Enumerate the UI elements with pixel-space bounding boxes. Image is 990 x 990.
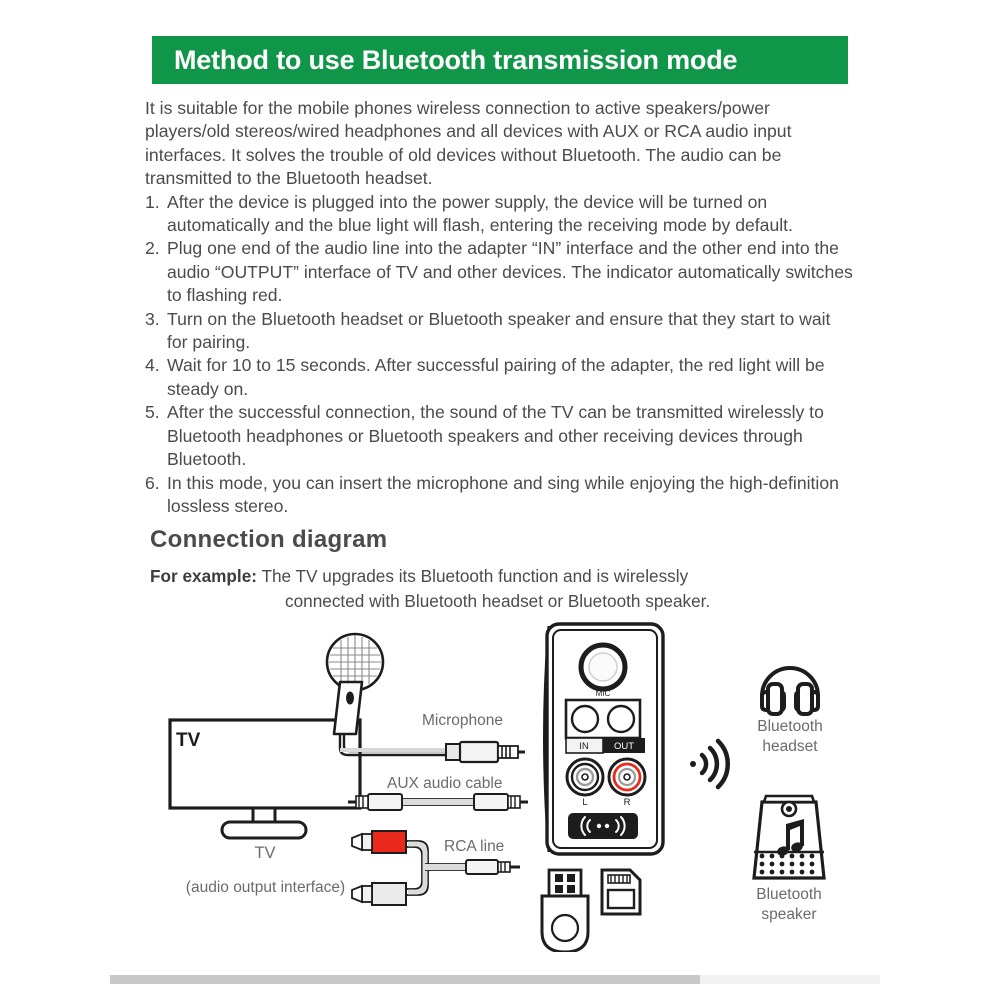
list-item <box>145 191 855 238</box>
intro-paragraph: It is suitable for the mobile phones wireless connection to active speakers/power players/old stereos/wired headphones and all devices with AUX or RCA audio input interfaces. It solves the trouble of old devices without Bluetooth. The audio can be transmitted to the Bluetooth headset. <box>145 98 792 189</box>
list-item <box>145 472 855 519</box>
aux-cable-illustration <box>348 794 528 810</box>
bluetooth-speaker-label-line1: Bluetooth <box>756 886 822 903</box>
list-item <box>145 354 855 401</box>
step-text: After the device is plugged into the power supply, the device will be turned on automatically and the blue light will flash, entering the receiving mode by default. <box>167 191 793 236</box>
rca-red-connector <box>352 831 406 853</box>
step-text: In this mode, you can insert the microphone and sing while enjoying the high-definition lossless stereo. <box>167 472 839 516</box>
tv-caption: TV <box>254 844 276 862</box>
bluetooth-adapter-illustration <box>545 624 664 854</box>
step-number: 6. <box>145 472 160 493</box>
aux-cable-label: AUX audio cable <box>387 775 503 792</box>
rca-line-label: RCA line <box>444 838 505 855</box>
adapter-out-label: OUT <box>613 741 635 752</box>
page-title: Method to use Bluetooth transmission mode <box>174 44 738 75</box>
example-line1: The TV upgrades its Bluetooth function and is wirelessly <box>256 566 689 586</box>
horizontal-scrollbar-thumb[interactable] <box>110 975 700 984</box>
tv-subcaption: (audio output interface) <box>185 879 346 896</box>
adapter-in-label: IN <box>579 741 589 752</box>
adapter-l-label: L <box>582 797 588 808</box>
instructions-block <box>145 97 855 518</box>
microphone-label: Microphone <box>422 712 503 729</box>
bluetooth-headset-label-line2: headset <box>762 738 818 755</box>
bluetooth-headset-label-line1: Bluetooth <box>757 718 823 735</box>
step-text: Turn on the Bluetooth headset or Bluetooth speaker and ensure that they start to wait for pairing. <box>167 308 831 353</box>
example-line2: connected with Bluetooth headset or Bluetooth speaker. <box>285 591 711 611</box>
adapter-r-label: R <box>623 797 631 808</box>
list-item <box>145 401 855 471</box>
step-number: 2. <box>145 238 160 259</box>
bluetooth-headset-icon <box>762 668 818 714</box>
step-number: 3. <box>145 308 160 329</box>
adapter-mic-label: MIC <box>595 689 611 698</box>
example-label: For example: <box>150 566 257 586</box>
connection-diagram <box>0 612 990 952</box>
example-caption <box>150 564 850 614</box>
step-text: Plug one end of the audio line into the adapter “IN” interface and the other end into the audio “OUTPUT” interface of TV and other devices. The indicator automatically switches to flashing red. <box>167 238 853 306</box>
step-number: 1. <box>145 191 160 212</box>
usb-dongle-illustration <box>542 870 588 952</box>
step-number: 5. <box>145 402 160 423</box>
rca-aux-plug <box>466 860 520 874</box>
step-text: Wait for 10 to 15 seconds. After successful pairing of the adapter, the red light will be steady on. <box>167 355 825 399</box>
bluetooth-speaker-label-line2: speaker <box>761 906 817 923</box>
mic-plug <box>446 742 525 762</box>
step-number: 4. <box>145 355 160 376</box>
list-item <box>145 308 855 355</box>
list-item <box>145 237 855 307</box>
connection-diagram-heading: Connection diagram <box>150 526 388 553</box>
steps-list <box>145 191 855 519</box>
adapter-bluetooth-button[interactable] <box>568 813 638 839</box>
wireless-signal-icon <box>690 741 728 787</box>
step-text: After the successful connection, the sound of the TV can be transmitted wirelessly to Bluetooth headphones or Bluetooth speakers and other receiving devices through Bluetooth. <box>167 402 824 470</box>
memory-card-illustration <box>602 870 640 914</box>
section-banner <box>152 36 848 84</box>
bluetooth-speaker-icon <box>754 796 824 878</box>
tv-screen-label: TV <box>176 730 201 751</box>
